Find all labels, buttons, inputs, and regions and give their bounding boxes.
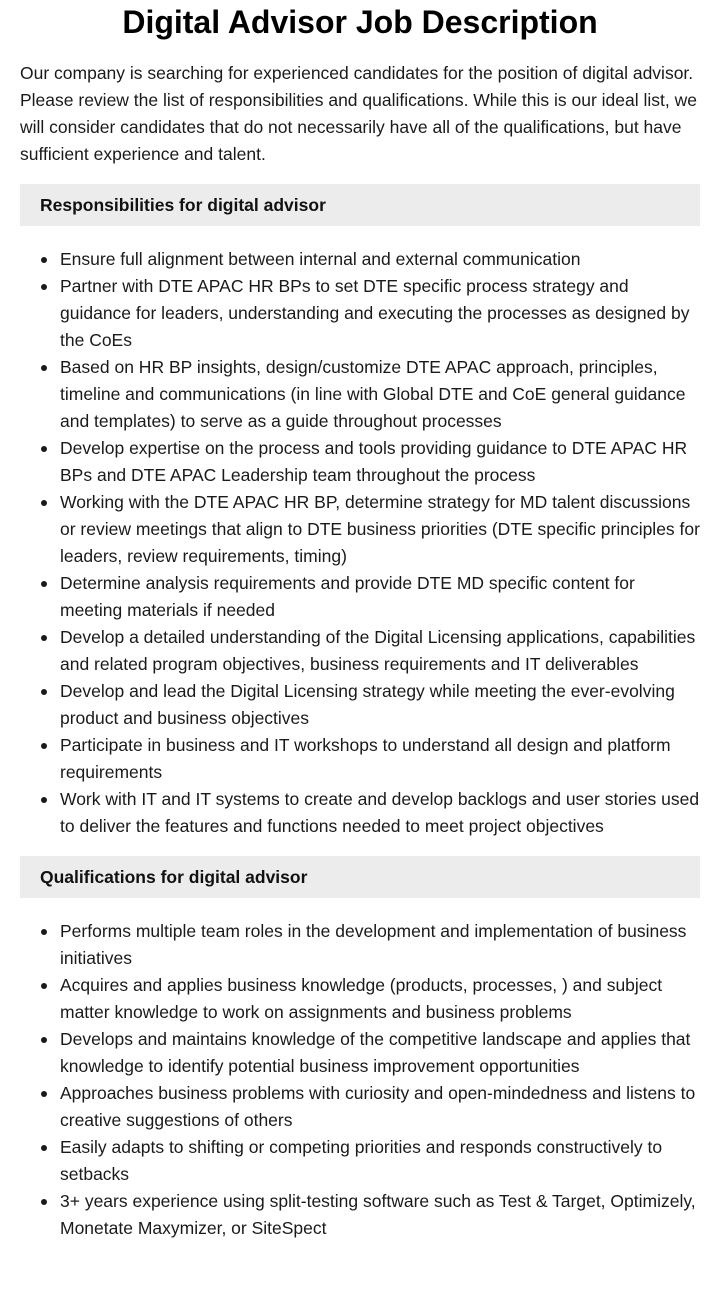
list-item-text: Work with IT and IT systems to create and develop backlogs and user stories used to deliver the features and functions needed to meet project objectives: [60, 789, 700, 836]
list-item: [20, 1080, 700, 1134]
list-item-text: Partner with DTE APAC HR BPs to set DTE specific process strategy and guidance for leaders, understanding and executing the processes as designed by the CoEs: [60, 276, 690, 350]
list-item-text: Approaches business problems with curiosity and open-mindedness and listens to creative suggestions of others: [60, 1083, 696, 1130]
list-item: [20, 1188, 700, 1242]
responsibilities-heading: Responsibilities for digital advisor: [20, 184, 700, 226]
list-item-text: 3+ years experience using split-testing software such as Test & Target, Optimizely, Monetate Maxymizer, or SiteSpect: [60, 1191, 696, 1238]
qualifications-list: [20, 918, 700, 1242]
bullet-icon: [41, 689, 47, 695]
list-item: [20, 1026, 700, 1080]
list-item-text: Ensure full alignment between internal and external communication: [60, 249, 581, 269]
bullet-icon: [41, 1037, 47, 1043]
bullet-icon: [41, 284, 47, 290]
list-item: [20, 1134, 700, 1188]
list-item: [20, 570, 700, 624]
bullet-icon: [41, 257, 47, 263]
list-item-text: Develop and lead the Digital Licensing strategy while meeting the ever-evolving product and business objectives: [60, 681, 675, 728]
list-item-text: Working with the DTE APAC HR BP, determine strategy for MD talent discussions or review meetings that align to DTE business priorities (DTE specific principles for leaders, review requirements, timing): [60, 492, 700, 566]
bullet-icon: [41, 1145, 47, 1151]
list-item: [20, 732, 700, 786]
list-item-text: Performs multiple team roles in the development and implementation of business initiatives: [60, 921, 687, 968]
bullet-icon: [41, 797, 47, 803]
bullet-icon: [41, 983, 47, 989]
list-item: [20, 489, 700, 570]
bullet-icon: [41, 929, 47, 935]
page-title: Digital Advisor Job Description: [122, 4, 598, 40]
list-item-text: Develops and maintains knowledge of the competitive landscape and applies that knowledge to identify potential business improvement opportunities: [60, 1029, 691, 1076]
list-item-text: Determine analysis requirements and provide DTE MD specific content for meeting materials if needed: [60, 573, 635, 620]
responsibilities-list: [20, 246, 700, 840]
list-item: [20, 354, 700, 435]
list-item: [20, 786, 700, 840]
list-item: [20, 678, 700, 732]
list-item: [20, 624, 700, 678]
bullet-icon: [41, 635, 47, 641]
bullet-icon: [41, 1091, 47, 1097]
bullet-icon: [41, 1199, 47, 1205]
bullet-icon: [41, 446, 47, 452]
list-item-text: Based on HR BP insights, design/customize DTE APAC approach, principles, timeline and communications (in line with Global DTE and CoE general guidance and templates) to serve as a guide throughout processes: [60, 357, 686, 431]
list-item-text: Participate in business and IT workshops to understand all design and platform requirements: [60, 735, 671, 782]
list-item-text: Easily adapts to shifting or competing priorities and responds constructively to setbacks: [60, 1137, 663, 1184]
list-item: [20, 972, 700, 1026]
list-item: [20, 918, 700, 972]
list-item: [20, 273, 700, 354]
bullet-icon: [41, 743, 47, 749]
list-item-text: Develop expertise on the process and tools providing guidance to DTE APAC HR BPs and DTE APAC Leadership team throughout the process: [60, 438, 688, 485]
intro-paragraph: Our company is searching for experienced candidates for the position of digital advisor. Please review the list of responsibilities and qualifications. While this is our ideal list, we will consider candidates that do not necessarily have all of the qualifications, but have sufficient experience and talent.: [20, 63, 697, 164]
list-item-text: Develop a detailed understanding of the Digital Licensing applications, capabilities and related program objectives, business requirements and IT deliverables: [60, 627, 696, 674]
bullet-icon: [41, 500, 47, 506]
bullet-icon: [41, 581, 47, 587]
list-item-text: Acquires and applies business knowledge (products, processes, ) and subject matter knowledge to work on assignments and business problems: [60, 975, 663, 1022]
list-item: [20, 435, 700, 489]
qualifications-heading: Qualifications for digital advisor: [20, 856, 700, 898]
bullet-icon: [41, 365, 47, 371]
list-item: [20, 246, 700, 273]
